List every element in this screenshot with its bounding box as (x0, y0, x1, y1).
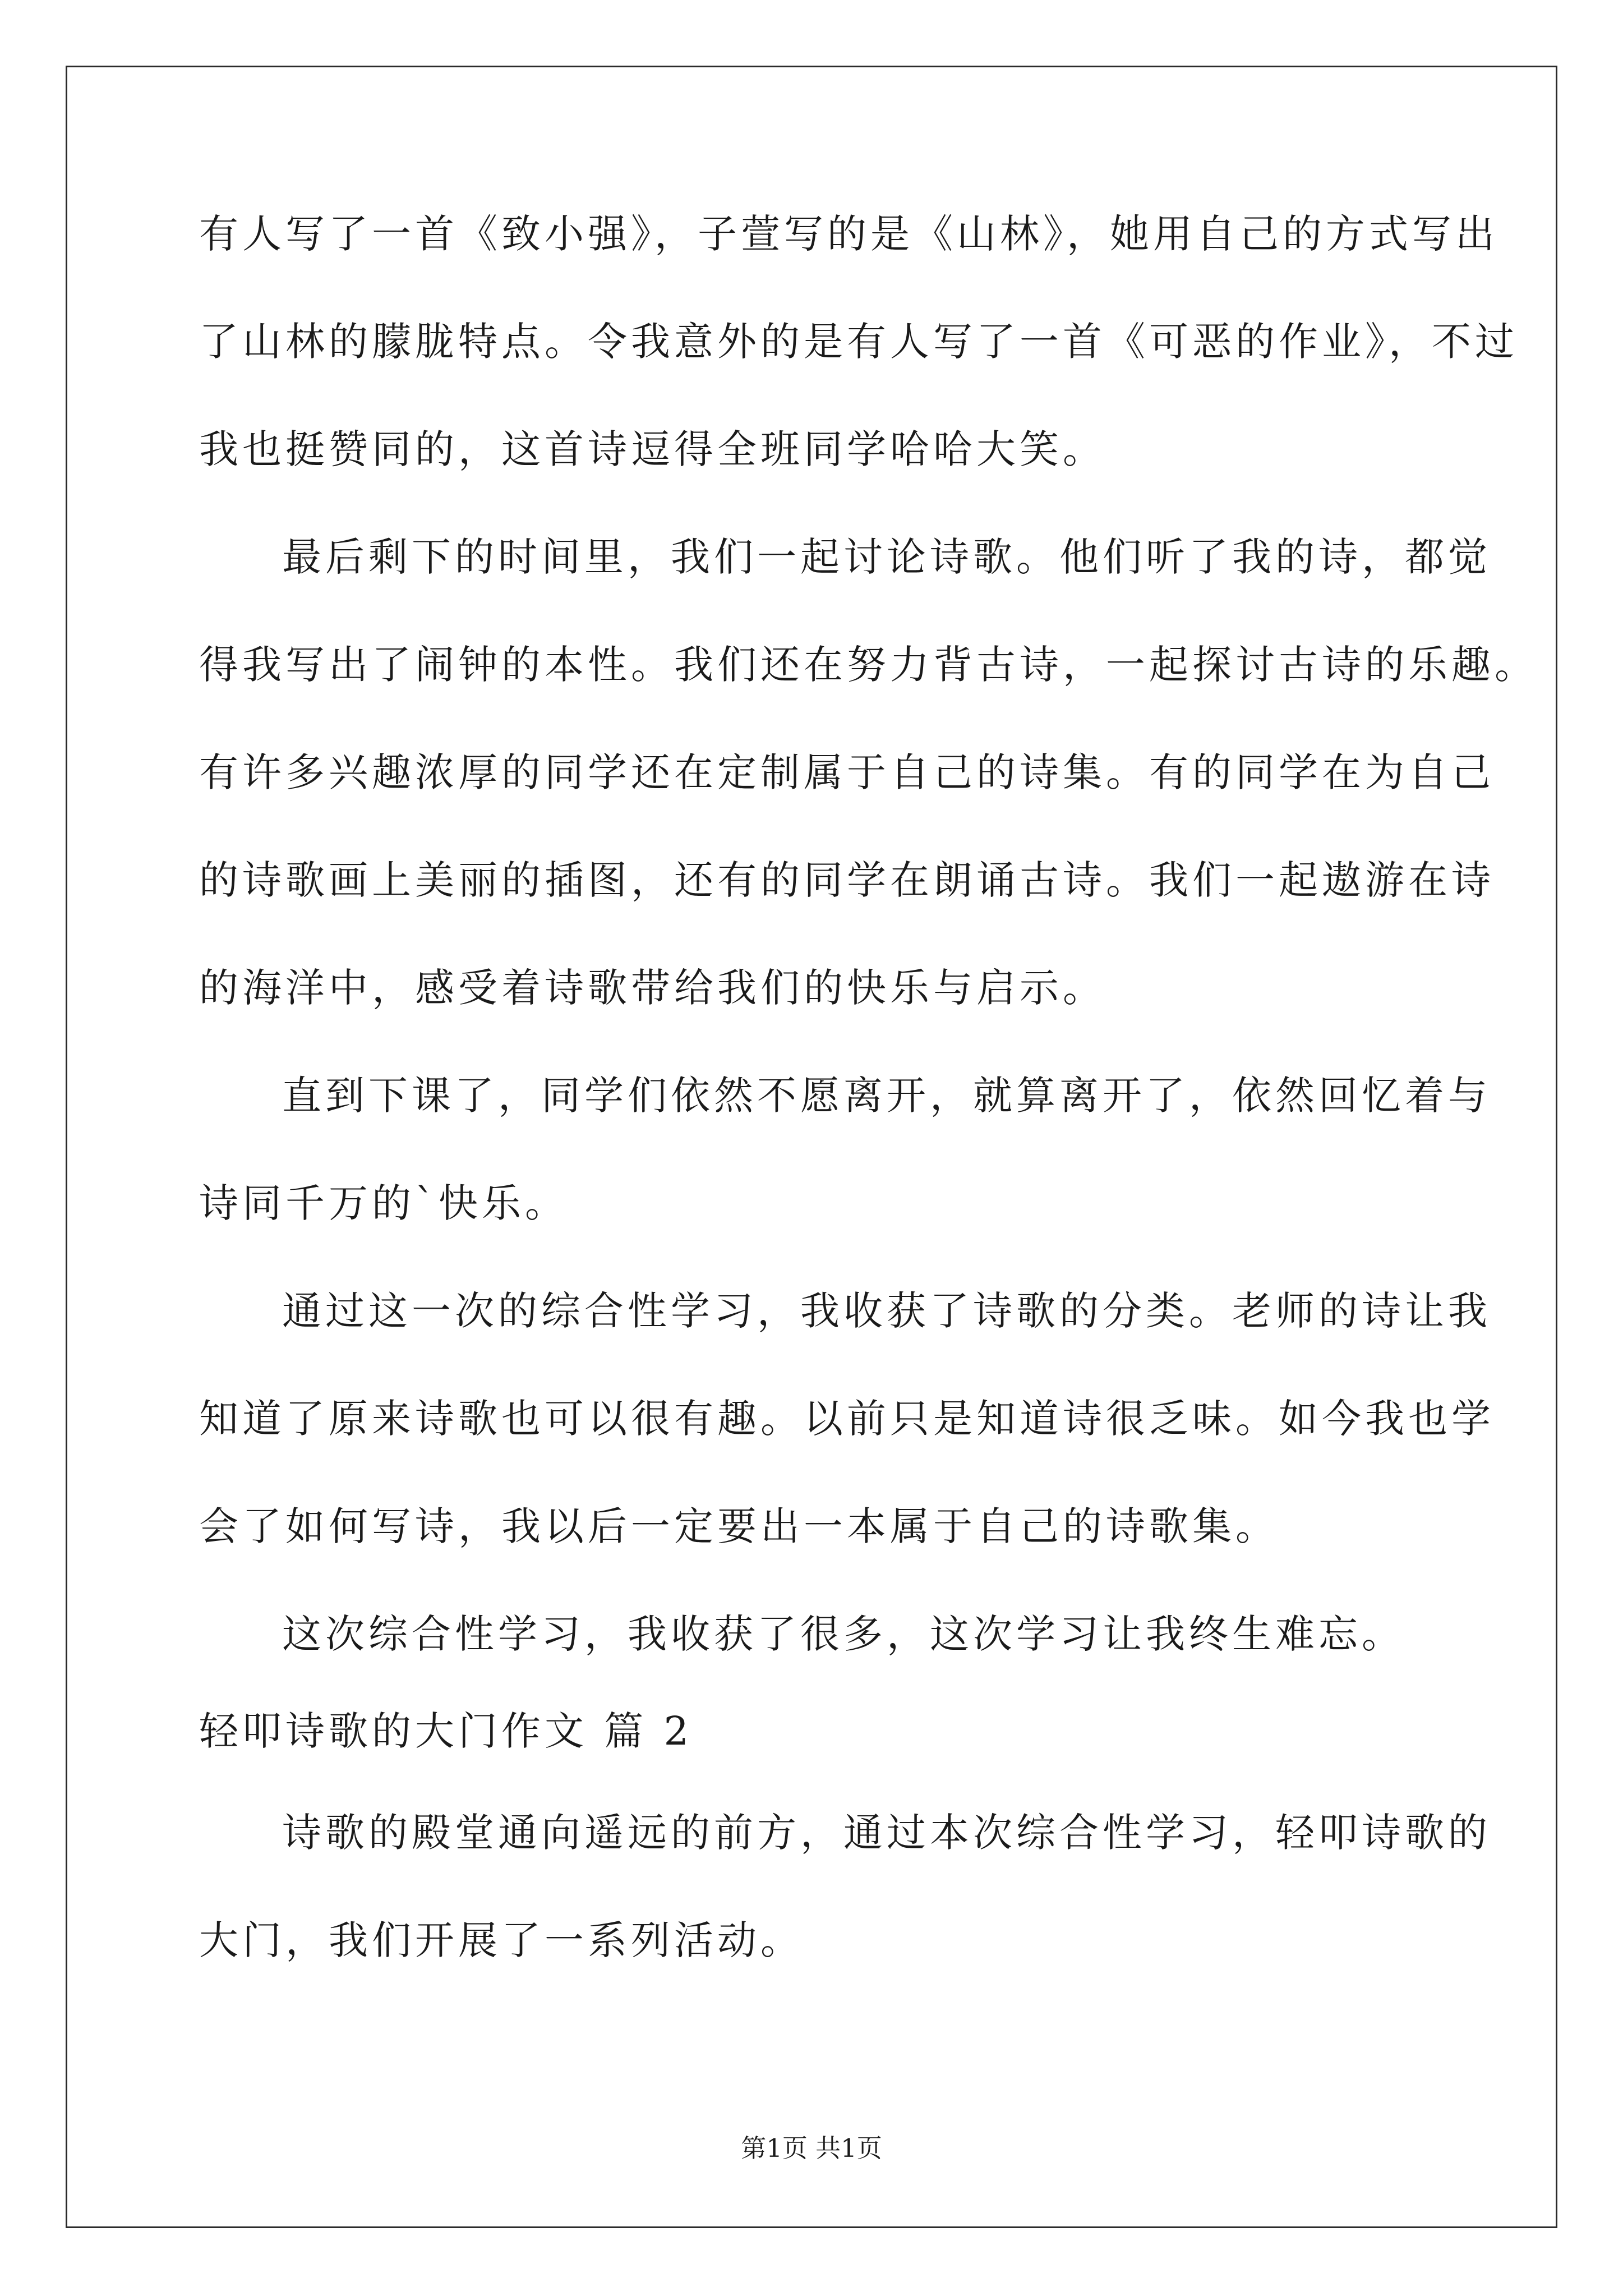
page-border (66, 66, 1557, 2228)
text-line: 的诗歌画上美丽的插图，还有的同学在朗诵古诗。我们一起遨游在诗 (199, 857, 1495, 903)
text-line: 我也挺赞同的，这首诗逗得全班同学哈哈大笑。 (199, 426, 1106, 472)
text-line: 有人写了一首《致小强》，子萱写的是《山林》，她用自己的方式写出 (199, 211, 1498, 257)
text-line: 知道了原来诗歌也可以很有趣。以前只是知道诗很乏味。如今我也学 (199, 1396, 1495, 1442)
page-footer: 第1页 共1页 (741, 2133, 882, 2163)
text-line: 了山林的朦胧特点。令我意外的是有人写了一首《可恶的作业》，不过 (199, 319, 1518, 365)
text-line: 诗歌的殿堂通向遥远的前方，通过本次综合性学习，轻叩诗歌的 (282, 1810, 1491, 1856)
section-heading: 轻叩诗歌的大门作文 篇 2 (199, 1708, 693, 1754)
text-line: 得我写出了闹钟的本性。我们还在努力背古诗，一起探讨古诗的乐趣。 (199, 642, 1538, 688)
text-line: 有许多兴趣浓厚的同学还在定制属于自己的诗集。有的同学在为自己 (199, 749, 1495, 795)
text-line: 最后剩下的时间里，我们一起讨论诗歌。他们听了我的诗，都觉 (282, 534, 1491, 580)
text-line: 直到下课了，同学们依然不愿离开，就算离开了，依然回忆着与 (282, 1073, 1491, 1119)
text-line: 的海洋中，感受着诗歌带给我们的快乐与启示。 (199, 965, 1106, 1011)
text-line: 通过这一次的综合性学习，我收获了诗歌的分类。老师的诗让我 (282, 1288, 1491, 1334)
text-line: 诗同千万的`快乐。 (199, 1180, 568, 1226)
text-line: 大门，我们开展了一系列活动。 (199, 1917, 804, 1963)
text-line: 会了如何写诗，我以后一定要出一本属于自己的诗歌集。 (199, 1503, 1279, 1549)
text-line: 这次综合性学习，我收获了很多，这次学习让我终生难忘。 (282, 1611, 1405, 1657)
